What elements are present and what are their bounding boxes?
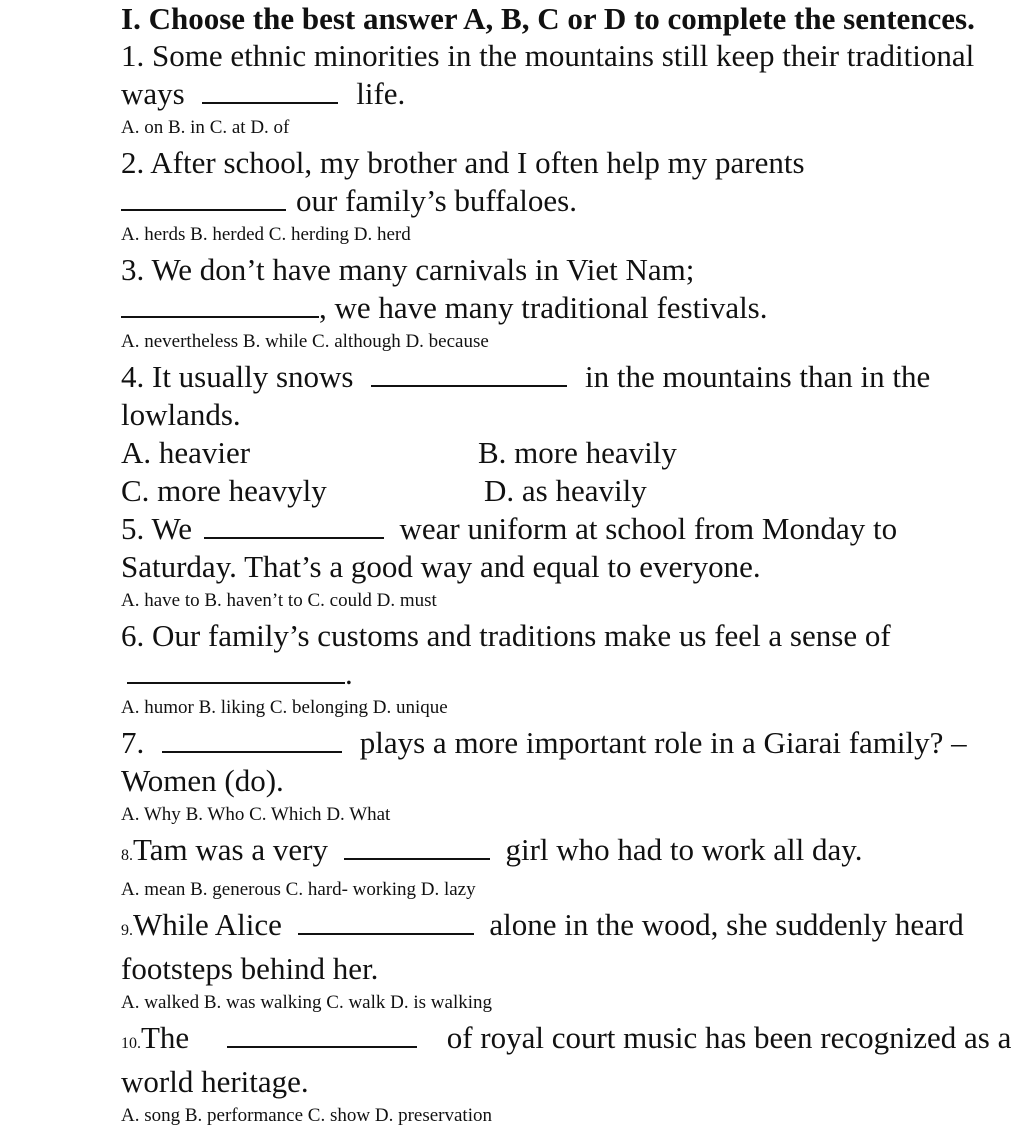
option-b: B. Who bbox=[185, 804, 245, 825]
question-10 bbox=[121, 1019, 1016, 1101]
question-number: 5. bbox=[121, 511, 145, 546]
options-9 bbox=[121, 988, 1016, 1017]
option-d: D. unique bbox=[372, 697, 448, 718]
question-text-before: We don’t have many carnivals in Viet Nam; bbox=[151, 252, 695, 287]
options-4 bbox=[121, 434, 1016, 510]
option-a: A. herds bbox=[121, 224, 186, 245]
answer-blank bbox=[204, 513, 384, 539]
question-number: 9. bbox=[121, 922, 133, 939]
question-number: 4. bbox=[121, 359, 145, 394]
option-d: D. as heavily bbox=[484, 473, 647, 508]
option-c: C. walk bbox=[326, 992, 386, 1013]
question-text-before: It usually snows bbox=[152, 359, 354, 394]
option-d: D. must bbox=[376, 590, 437, 611]
question-number: 6. bbox=[121, 618, 145, 653]
question-4 bbox=[121, 358, 1016, 434]
option-a: A. on bbox=[121, 117, 164, 138]
option-a: A. Why bbox=[121, 804, 181, 825]
option-c: C. Which bbox=[249, 804, 322, 825]
option-b: B. haven’t to bbox=[204, 590, 303, 611]
option-c: C. more heavyly bbox=[121, 473, 327, 508]
question-text-after: life. bbox=[356, 76, 406, 111]
option-b: B. while bbox=[242, 331, 308, 352]
option-a: A. humor bbox=[121, 697, 194, 718]
answer-blank bbox=[298, 909, 474, 935]
question-text-after: plays a more important role in a Giarai family? – Women (do). bbox=[121, 725, 967, 798]
option-a: A. song bbox=[121, 1105, 181, 1126]
option-b: B. herded bbox=[190, 224, 265, 245]
question-text-after: , we have many traditional festivals. bbox=[319, 290, 768, 325]
options-7 bbox=[121, 800, 1016, 829]
option-a: A. have to bbox=[121, 590, 200, 611]
option-a: A. mean bbox=[121, 879, 186, 900]
option-d: D. lazy bbox=[420, 879, 476, 900]
option-b: B. performance bbox=[184, 1105, 304, 1126]
option-c: C. could bbox=[307, 590, 372, 611]
options-2 bbox=[121, 220, 1016, 249]
answer-blank bbox=[371, 361, 567, 387]
question-number: 8. bbox=[121, 847, 133, 864]
option-b: B. more heavily bbox=[478, 435, 677, 470]
question-6 bbox=[121, 617, 1016, 693]
question-text-after: in the mountains than in the lowlands. bbox=[121, 359, 931, 432]
question-text-after: girl who had to work all day. bbox=[505, 832, 863, 867]
answer-blank bbox=[202, 78, 338, 104]
question-text-after: of royal court music has been recognized as a world heritage. bbox=[121, 1020, 1012, 1099]
option-d: D. of bbox=[250, 117, 290, 138]
question-text-after: our family’s buffaloes. bbox=[296, 183, 577, 218]
question-number: 1. bbox=[121, 38, 145, 73]
option-a: A. nevertheless bbox=[121, 331, 239, 352]
answer-blank bbox=[127, 658, 345, 684]
question-5 bbox=[121, 510, 1016, 586]
options-5 bbox=[121, 586, 1016, 615]
option-d: D. preservation bbox=[374, 1105, 492, 1126]
question-number: 7. bbox=[121, 725, 145, 760]
option-c: C. show bbox=[307, 1105, 371, 1126]
question-text-after: wear uniform at school from Monday to Saturday. That’s a good way and equal to everyone. bbox=[121, 511, 898, 584]
options-10 bbox=[121, 1101, 1016, 1130]
option-b: B. in bbox=[167, 117, 205, 138]
option-a: A. heavier bbox=[121, 435, 251, 470]
question-number: 2. bbox=[121, 145, 145, 180]
answer-blank bbox=[162, 727, 342, 753]
options-6 bbox=[121, 693, 1016, 722]
question-9 bbox=[121, 906, 1016, 988]
options-1 bbox=[121, 113, 1016, 142]
option-d: D. because bbox=[405, 331, 489, 352]
question-text-before: We bbox=[151, 511, 192, 546]
question-text-after: . bbox=[345, 656, 353, 691]
options-8 bbox=[121, 875, 1016, 904]
option-b: B. was walking bbox=[203, 992, 322, 1013]
question-8 bbox=[121, 831, 1016, 875]
option-c: C. belonging bbox=[269, 697, 369, 718]
worksheet bbox=[121, 0, 1016, 1132]
option-b: B. liking bbox=[198, 697, 266, 718]
option-a: A. walked bbox=[121, 992, 200, 1013]
answer-blank bbox=[227, 1022, 417, 1048]
answer-blank bbox=[121, 185, 286, 211]
section-title: I. Choose the best answer A, B, C or D to complete the sentences. bbox=[121, 1, 975, 36]
option-c: C. at bbox=[209, 117, 246, 138]
answer-blank bbox=[121, 292, 319, 318]
question-text-before: Tam was a very bbox=[133, 832, 328, 867]
option-d: D. is walking bbox=[390, 992, 492, 1013]
question-3 bbox=[121, 251, 1016, 327]
question-number: 3. bbox=[121, 252, 145, 287]
option-c: C. although bbox=[312, 331, 401, 352]
option-d: D. What bbox=[326, 804, 391, 825]
question-text-before: While Alice bbox=[133, 907, 282, 942]
question-text-before: The bbox=[141, 1020, 190, 1055]
question-text-before: Some ethnic minorities in the mountains still keep their traditional ways bbox=[121, 38, 975, 111]
option-c: C. herding bbox=[268, 224, 349, 245]
question-1 bbox=[121, 37, 1016, 113]
options-3 bbox=[121, 327, 1016, 356]
answer-blank bbox=[344, 834, 490, 860]
question-number: 10. bbox=[121, 1035, 141, 1052]
question-2 bbox=[121, 144, 1016, 220]
question-7 bbox=[121, 724, 1016, 800]
option-c: C. hard- working bbox=[285, 879, 416, 900]
option-b: B. generous bbox=[190, 879, 281, 900]
question-text-after: alone in the wood, she suddenly heard footsteps behind her. bbox=[121, 907, 964, 986]
question-text-before: Our family’s customs and traditions make us feel a sense of bbox=[152, 618, 891, 653]
option-d: D. herd bbox=[353, 224, 411, 245]
question-text-before: After school, my brother and I often help my parents bbox=[150, 145, 805, 180]
